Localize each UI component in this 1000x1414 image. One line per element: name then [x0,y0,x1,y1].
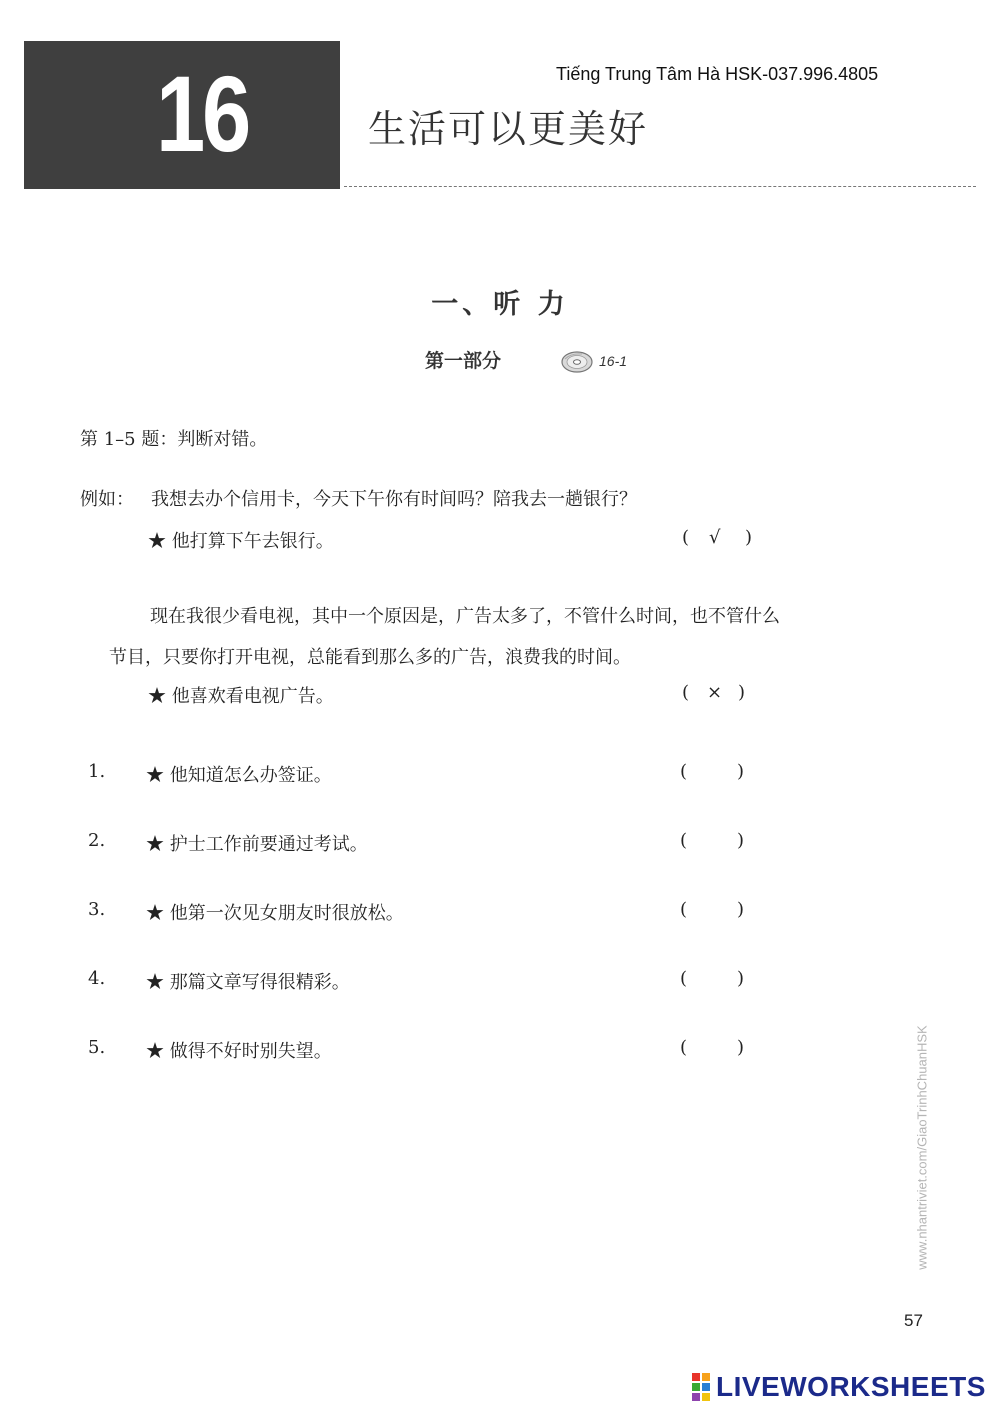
answer-paren-close: ) [737,899,745,920]
header-contact-note: Tiếng Trung Tâm Hà HSK-037.996.4805 [556,64,879,84]
answer-paren-close: ) [737,830,745,851]
logo-square [692,1383,700,1391]
question-number: 5. [88,1037,106,1058]
liveworksheets-logo[interactable] [692,1372,986,1402]
answer-paren-close: ) [745,527,753,548]
example-statement: ★ 他打算下午去银行。 [148,531,334,552]
answer-paren-open: ( [680,830,688,851]
answer-input-2[interactable] [694,829,734,855]
answer-input-3[interactable] [694,898,734,924]
audio-track-label: 16-1 [599,353,628,369]
answer-paren-open: ( [680,761,688,782]
lesson-number: 16 [156,53,248,174]
answer-paren-open: ( [680,1037,688,1058]
page-number: 57 [904,1311,923,1330]
question-number: 1. [88,761,106,782]
lesson-title: 生活可以更美好 [368,107,649,151]
question-statement: ★ 护士工作前要通过考试。 [146,834,368,855]
answer-paren-open: ( [680,968,688,989]
instruction-text: 第 1–5 题：判断对错。 [80,429,268,450]
logo-text: LIVEWORKSHEETS [716,1371,986,1402]
question-number: 3. [88,899,106,920]
example-paragraph-line-1: 现在我很少看电视，其中一个原因是，广告太多了，不管什么时间，也不管什么 [150,606,780,627]
answer-paren-open: ( [682,527,690,548]
question-statement: ★ 那篇文章写得很精彩。 [146,972,350,993]
logo-squares-icon [692,1373,710,1401]
example-answer-cross: × [707,682,723,703]
example-audio-text: 我想去办个信用卡，今天下午你有时间吗？陪我去一趟银行？ [151,489,637,510]
answer-input-1[interactable] [694,760,734,786]
answer-paren-open: ( [680,899,688,920]
side-watermark: www.nhantriviet.com/GiaoTrinhChuanHSK [914,1025,930,1270]
logo-square [692,1393,700,1401]
answer-paren-close: ) [737,761,745,782]
logo-square [702,1393,710,1401]
section-title: 一、听 力 [431,289,569,320]
example-paragraph-line-2: 节目，只要你打开电视，总能看到那么多的广告，浪费我的时间。 [109,647,631,668]
cd-icon[interactable] [560,350,594,374]
part-title: 第一部分 [425,350,502,372]
example-statement-2: ★ 他喜欢看电视广告。 [148,686,334,707]
example-label: 例如： [80,489,134,510]
logo-square [692,1373,700,1381]
example-answer-check: √ [709,527,721,548]
question-statement: ★ 他第一次见女朋友时很放松。 [146,903,404,924]
header-dashed-divider [344,186,976,187]
answer-input-4[interactable] [694,967,734,993]
question-number: 4. [88,968,106,989]
answer-input-5[interactable] [694,1036,734,1062]
logo-square [702,1373,710,1381]
question-statement: ★ 他知道怎么办签证。 [146,765,332,786]
question-number: 2. [88,830,106,851]
answer-paren-close: ) [738,682,746,703]
logo-square [702,1383,710,1391]
answer-paren-close: ) [737,968,745,989]
question-statement: ★ 做得不好时别失望。 [146,1041,332,1062]
answer-paren-close: ) [737,1037,745,1058]
answer-paren-open: ( [682,682,690,703]
